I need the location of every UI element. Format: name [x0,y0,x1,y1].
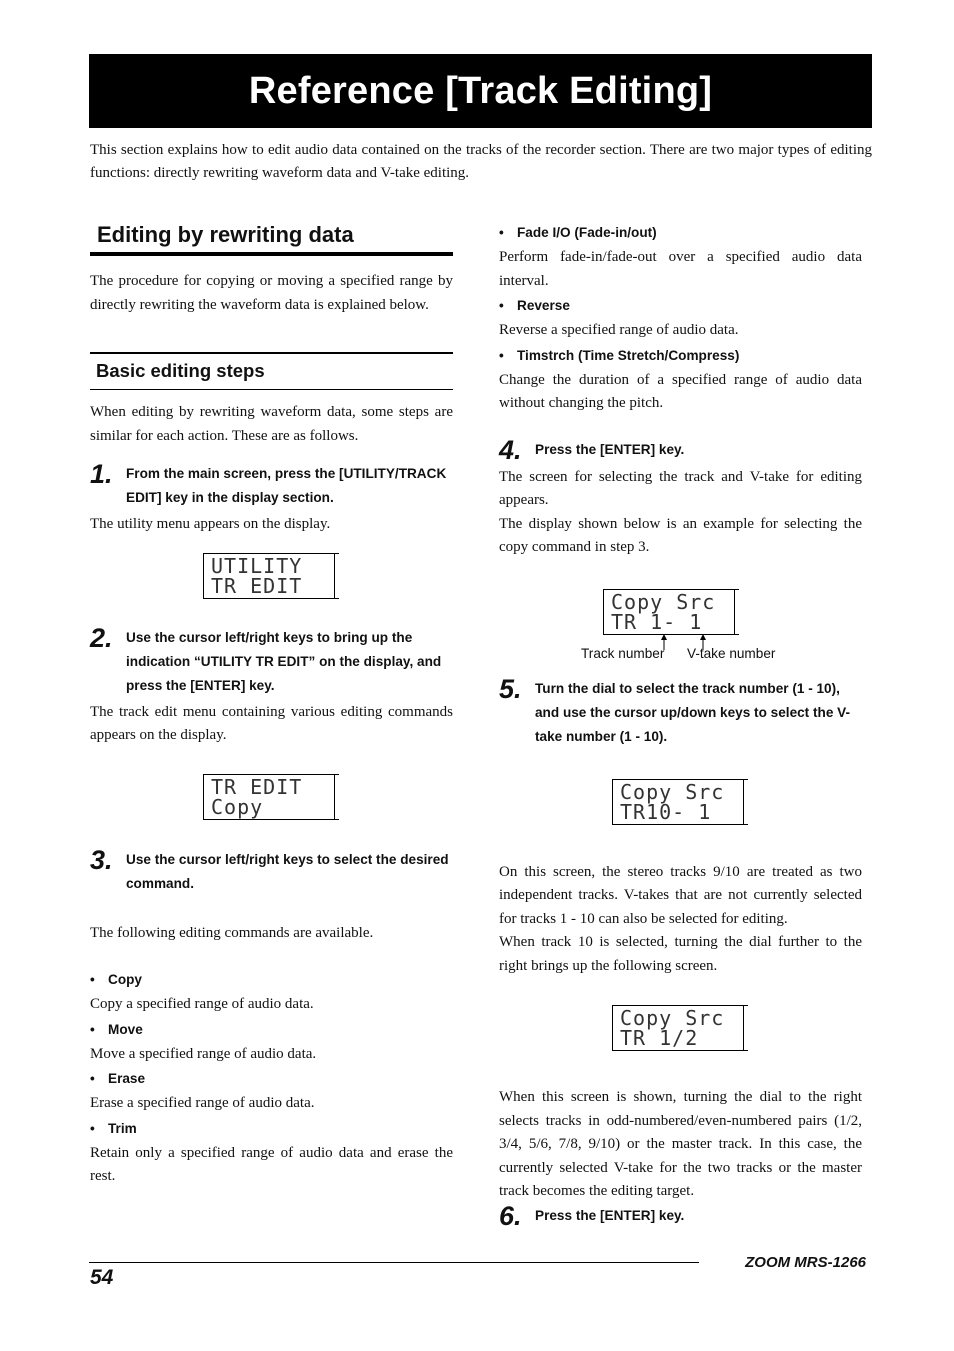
command-name: • Timstrch (Time Stretch/Compress) [499,347,740,363]
lcd-line-2: TR 1/2 [620,1026,699,1050]
step-1 [90,459,453,510]
step-instruction: Use the cursor left/right keys to select the desired command. [126,851,449,891]
subsection-heading: Basic editing steps [90,352,453,390]
footer-brand: ZOOM MRS-1266 [745,1254,866,1271]
lcd-display [612,1005,748,1051]
step-instruction: From the main screen, press the [UTILITY/TRACK EDIT] key in the display section. [126,466,447,505]
paragraph: When this screen is shown, turning the dial to the right selects tracks in odd-numbered/even-numbered pairs (1/2, 3/4, 5/6, 7/8, 9/10) or the master track. In this case, the currently selected V-take for the two tracks or the master track becomes the editing target. [499,1089,862,1199]
pointer-arrows [499,560,862,665]
lcd-line-1: Copy Src [620,1006,725,1030]
step-6 [499,1200,862,1231]
lcd-line-1: Copy Src [620,779,725,804]
section-heading: Editing by rewriting data [90,222,453,256]
step-number: 1. [90,459,113,489]
subsection-description: When editing by rewriting waveform data, some steps are similar for each action. These are as follows. [90,404,453,444]
commands-intro: The following editing commands are available. [90,924,374,941]
step-result: The screen for selecting the track and V-take for editing appears. [499,468,862,508]
lcd-line-2: Copy [211,794,264,819]
step-instruction: Use the cursor left/right keys to bring up the indication “UTILITY TR EDIT” on the display, and press the [ENTER] key. [126,629,442,693]
section-description: The procedure for copying or moving a specified range by directly rewriting the waveform data is explained below. [90,273,453,313]
lcd-line-2: TR 1- 1 [611,609,703,634]
lcd-line-1: TR EDIT [211,774,303,799]
command-name: • Reverse [499,298,570,313]
command-description: Perform fade-in/fade-out over a specified audio data interval. [499,249,862,289]
right-column [499,222,862,1231]
vtake-number-label: V-take number [687,645,776,661]
lcd-line-1: Copy Src [611,589,716,614]
command-description: Retain only a specified range of audio data and erase the rest. [90,1144,453,1184]
step-2 [90,622,453,698]
command-name: • Fade I/O (Fade-in/out) [499,225,657,240]
step-instruction: Press the [ENTER] key. [535,441,685,457]
step-number: 6. [499,1200,522,1231]
command-description: Reverse a specified range of audio data. [499,322,739,338]
step-5 [499,673,862,749]
footer-rule [89,1262,699,1263]
left-column [90,222,453,1189]
step-3 [90,844,453,896]
lcd-display [203,774,339,820]
lcd-line-2: TR EDIT [211,573,303,598]
step-result: The display shown below is an example for selecting the copy command in step 3. [499,515,862,555]
lcd-diagram [499,560,862,665]
step-instruction: Turn the dial to select the track number (1 - 10), and use the cursor up/down keys to select the V-take number (1 - 10). [535,680,850,744]
command-description: Move a specified range of audio data. [90,1045,317,1062]
step-number: 4. [499,434,522,465]
lcd-display [203,553,339,599]
intro-text: This section explains how to edit audio data contained on the tracks of the recorder section. There are two major types of editing functions: directly rewriting waveform data and V-take editing. [90,142,872,181]
command-description: Erase a specified range of audio data. [90,1095,315,1111]
command-name: • Erase [90,1071,146,1086]
lcd-line-2: TR10- 1 [620,799,712,824]
step-number: 2. [90,622,113,653]
command-description: Copy a specified range of audio data. [90,996,314,1012]
command-description: Change the duration of a specified range of audio data without changing the pitch. [499,371,862,411]
step-result: The utility menu appears on the display. [90,516,331,532]
command-name: • Trim [90,1120,137,1136]
paragraph: On this screen, the stereo tracks 9/10 are treated as two independent tracks. V-takes that are not currently selected for tracks 1 - 10 can also be selected for editing. [499,863,862,927]
step-number: 5. [499,673,522,704]
command-name: • Copy [90,972,142,987]
step-result: The track edit menu containing various editing commands appears on the display. [90,703,453,743]
step-instruction: Press the [ENTER] key. [535,1207,685,1223]
paragraph: When track 10 is selected, turning the dial further to the right brings up the following screen. [499,934,862,974]
page-title-banner [89,54,872,128]
lcd-line-1: UTILITY [211,553,303,578]
page-number: 54 [90,1266,114,1289]
step-4 [499,434,862,465]
lcd-display [612,779,748,825]
track-number-label: Track number [581,645,665,661]
step-number: 3. [90,844,113,875]
command-name: • Move [90,1021,143,1037]
page-title: Reference [Track Editing] [248,69,713,112]
command-list [90,969,453,1189]
